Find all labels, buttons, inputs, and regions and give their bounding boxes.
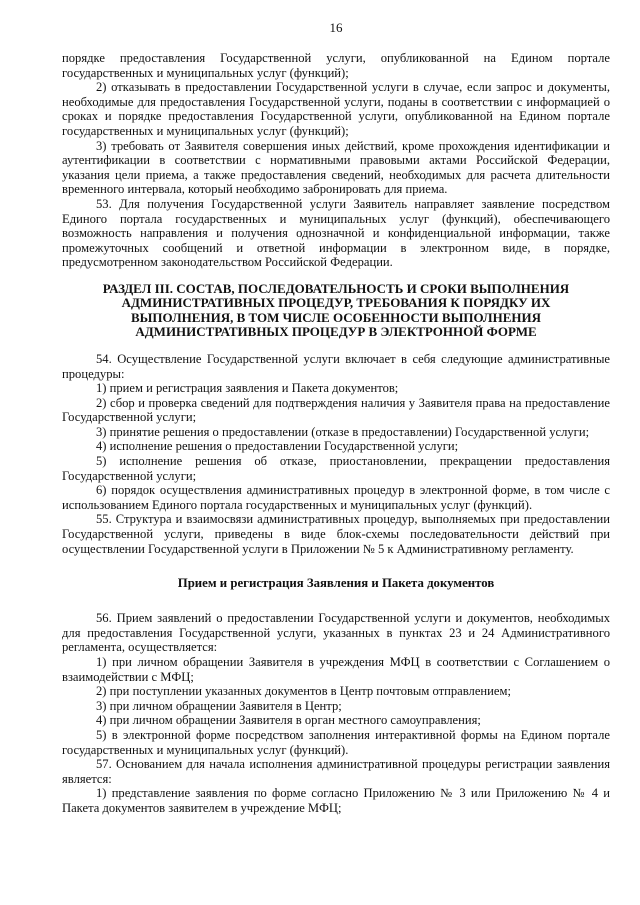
paragraph: 2) отказывать в предоставлении Государственной услуги в случае, если запрос и документы, необходимые для предоставления Государственной услуги, поданы в соответствии с информацией о сроках и порядке предоставления Государственной услуги, опубликованной на Едином портале государственных и муниципальных услуг (функций);	[62, 80, 610, 138]
paragraph: 4) исполнение решения о предоставлении Государственной услуги;	[96, 439, 459, 454]
paragraph: 3) требовать от Заявителя совершения иных действий, кроме прохождения идентификации и аутентификации в соответствии с нормативными правовыми актами Российской Федерации, указания цели приема, а также предоставления сведений, необходимых для расчета длительности временного интервала, который необходимо забронировать для приема.	[62, 138, 610, 197]
paragraph: 56. Прием заявлений о предоставлении Государственной услуги и документов, необходимых для предоставления Государственной услуги, указанных в пунктах 23 и 24 Административного регламента, осуществляется:	[62, 611, 610, 655]
subsection-heading: Прием и регистрация Заявления и Пакета документов	[177, 576, 495, 591]
page-number: 16	[329, 20, 343, 35]
paragraphs-middle	[62, 352, 610, 556]
paragraph: 3) принятие решения о предоставлении (отказе в предоставлении) Государственной услуги;	[96, 424, 590, 439]
paragraph: 2) сбор и проверка сведений для подтверждения наличия у Заявителя права на предоставление Государственной услуги;	[62, 395, 610, 425]
paragraph: порядке предоставления Государственной услуги, опубликованной на Едином портале государственных и муниципальных услуг (функций);	[62, 51, 610, 80]
paragraph: 53. Для получения Государственной услуги Заявитель направляет заявление посредством Единого портала государственных и муниципальных услуг (функций), обеспечивающего возможность направления и получения однозначной и конфиденциальной информации, также промежуточных сообщений и ответной информации в электронном виде, в порядке, предусмотренном законодательством Российской Федерации.	[62, 196, 610, 270]
paragraph: 5) исполнение решения об отказе, приостановлении, прекращении предоставления Государственной услуги;	[62, 454, 610, 483]
paragraph: 1) представление заявления по форме согласно Приложению № 3 или Приложению № 4 и Пакета документов заявителем в учреждение МФЦ;	[62, 786, 610, 815]
paragraphs-bottom	[62, 611, 610, 815]
paragraph: 5) в электронной форме посредством заполнения интерактивной формы на Едином портале государственных и муниципальных услуг (функций).	[62, 727, 610, 757]
paragraph: 57. Основанием для начала исполнения административной процедуры регистрации заявления является:	[62, 757, 610, 786]
paragraph: 6) порядок осуществления административных процедур в электронной форме, в том числе с использованием Единого портала государственных и муниципальных услуг (функций).	[62, 483, 610, 512]
paragraph: 3) при личном обращении Заявителя в Центр;	[96, 698, 342, 713]
paragraph: 2) при поступлении указанных документов в Центр почтовым отправлением;	[96, 684, 511, 699]
section-heading: РАЗДЕЛ III. СОСТАВ, ПОСЛЕДОВАТЕЛЬНОСТЬ И СРОКИ ВЫПОЛНЕНИЯ АДМИНИСТРАТИВНЫХ ПРОЦЕДУР, ТРЕБОВАНИЯ К ПОРЯДКУ ИХ ВЫПОЛНЕНИЯ, В ТОМ ЧИСЛЕ ОСОБЕННОСТИ ВЫПОЛНЕНИЯ АДМИНИСТРАТИВНЫХ ПРОЦЕДУР В ЭЛЕКТРОННОЙ ФОРМЕ	[102, 280, 570, 340]
paragraph: 55. Структура и взаимосвязи административных процедур, выполняемых при предоставлении Государственной услуги, приведены в виде блок-схемы последовательности действий при осуществлении Государственной услуги в Приложении № 5 к Административному регламенту.	[62, 512, 610, 556]
paragraph: 4) при личном обращении Заявителя в орган местного самоуправления;	[96, 713, 481, 728]
paragraph: 54. Осуществление Государственной услуги включает в себя следующие административные процедуры:	[62, 351, 610, 381]
paragraphs-top	[62, 51, 610, 270]
paragraph: 1) прием и регистрация заявления и Пакета документов;	[96, 381, 399, 396]
paragraph: 1) при личном обращении Заявителя в учреждения МФЦ в соответствии с Соглашением о взаимодействии с МФЦ;	[62, 655, 610, 684]
